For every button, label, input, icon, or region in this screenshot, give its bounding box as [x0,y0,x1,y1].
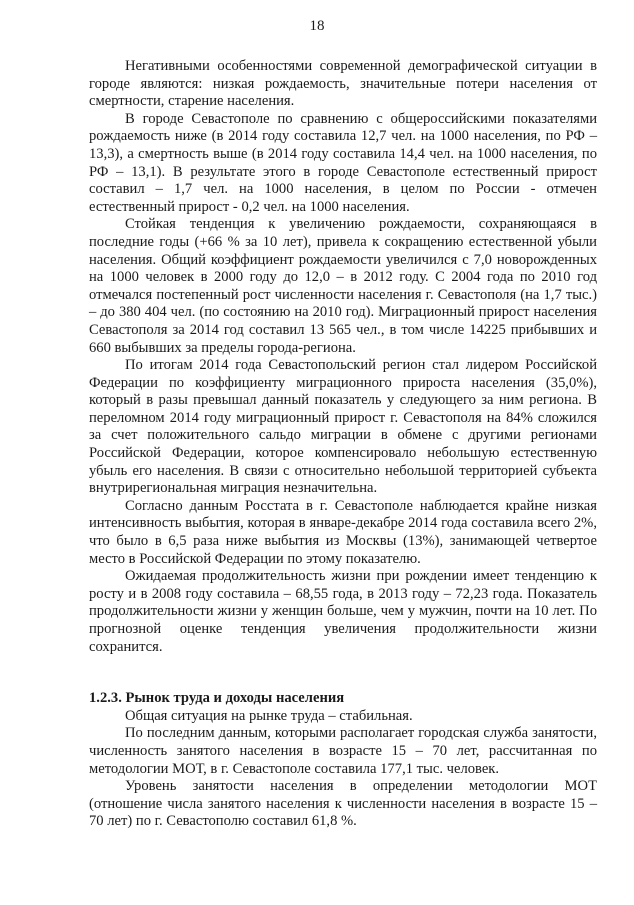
paragraph-departure-intensity: Согласно данным Росстата в г. Севастополе наблюдается крайне низкая интенсивность выбытия, которая в январе-декабре 2014 года составила всего 2%, что было в 6,5 раза ниже выбытия из Москвы (13%), занимающей четвертое место в Российской Федерации по этому показателю. [89,497,597,567]
paragraph-birth-trend: Стойкая тенденция к увеличению рождаемости, сохраняющаяся в последние годы (+66 % за 10 лет), привела к сокращению естественной убыли населения. Общий коэффициент рождаемости увеличился с 7,0 новорожденных на 1000 человек в 2000 году до 12,0 – в 2012 году. С 2004 года по 2010 год отмечался постепенный рост численности населения г. Севастополя (на 1,7 тыс.) – до 380 404 чел. (по состоянию на 2010 год). Миграционный прирост населения Севастополя за 2014 год составил 13 565 чел., в том числе 14225 прибывших и 660 выбывших за пределы города-региона. [89,216,597,356]
paragraph-employment-count: По последним данным, которыми располагает городская служба занятости, численность занятого населения в возрасте 15 – 70 лет, рассчитанная по методологии МОТ, в г. Севастополе составила 177,1 тыс. человек. [89,725,597,777]
paragraph-demographic-negatives: Негативными особенностями современной демографической ситуации в городе являются: низкая рождаемость, значительные потери населения от смертности, старение населения. [89,58,597,110]
document-body [89,58,597,831]
paragraph-life-expectancy: Ожидаемая продолжительность жизни при рождении имеет тенденцию к росту и в 2008 году составила – 68,55 года, в 2013 году – 72,23 года. Показатель продолжительности жизни у женщин больше, чем у мужчин, почти на 10 лет. По прогнозной оценке тенденция увеличения продолжительности жизни сохранится. [89,568,597,655]
page-number: 18 [309,18,325,34]
paragraph-labor-situation: Общая ситуация на рынке труда – стабильная. [125,707,413,724]
paragraph-birth-death-rates: В городе Севастополе по сравнению с общероссийскими показателями рождаемость ниже (в 2014 году составила 12,7 чел. на 1000 населения, по РФ – 13,3), а смертность выше (в 2014 году составила 14,4 чел. на 1000 населения, по РФ – 13,1). В результате этого в городе Севастополе естественный прирост составил – 1,7 чел. на 1000 населения, в целом по России - отмечен естественный прирост - 0,2 чел. на 1000 населения. [89,110,597,215]
section-heading-labor-market: 1.2.3. Рынок труда и доходы населения [89,690,345,707]
paragraph-employment-rate: Уровень занятости населения в определении методологии МОТ (отношение числа занятого населения к численности населения в возрасте 15 – 70 лет) по г. Севастополю составил 61,8 %. [89,778,597,830]
paragraph-migration-leader: По итогам 2014 года Севастопольский регион стал лидером Российской Федерации по коэффициенту миграционного прироста населения (35,0%), который в разы превышал данный показатель у следующего за ним региона. В переломном 2014 году миграционный прирост г. Севастополя на 84% сложился за счет положительного сальдо миграции в обмене с другими регионами Российской Федерации, которое компенсировало небольшую естественную убыль его населения. В связи с относительно небольшой территорией субъекта внутрирегиональная миграция незначительна. [89,357,597,497]
